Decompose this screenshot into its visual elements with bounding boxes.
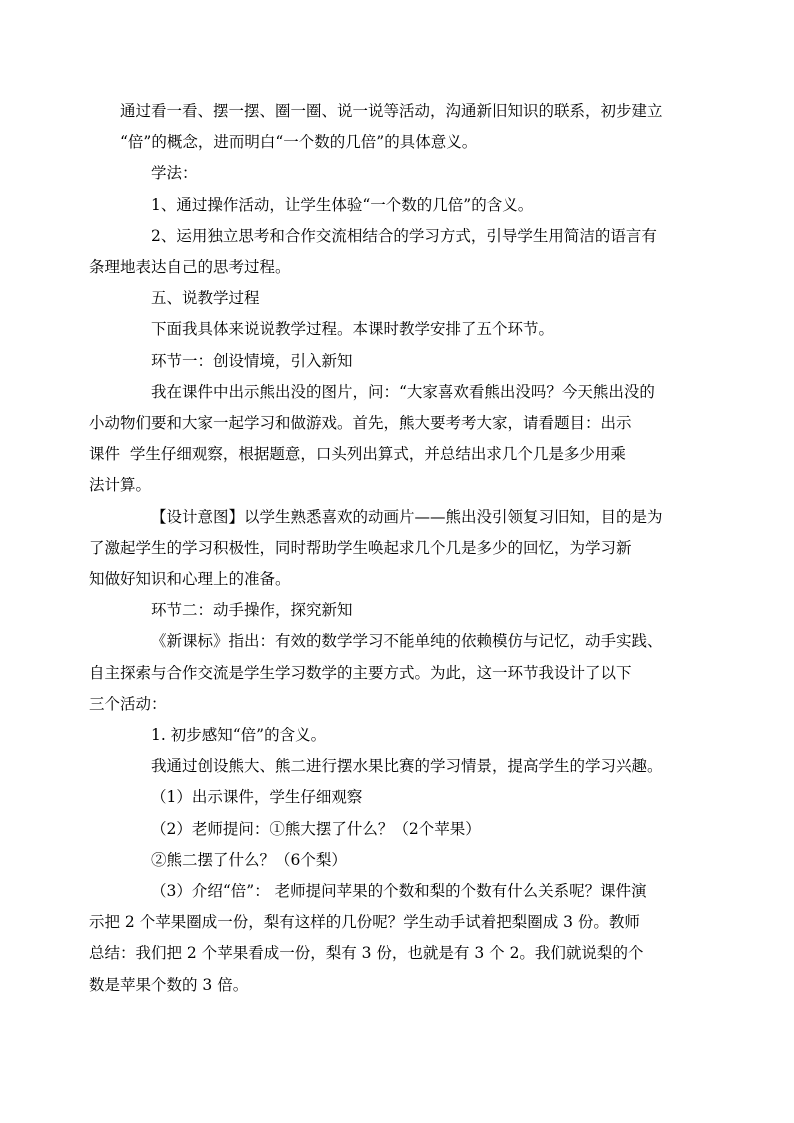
text-line: 法计算。 xyxy=(89,476,152,495)
text-line: 五、说教学过程 xyxy=(151,289,260,308)
text-line: （2）老师提问：①熊大摆了什么？（2个苹果） xyxy=(151,819,481,838)
text-line: 通过看一看、摆一摆、圈一圈、说一说等活动，沟通新旧知识的联系，初步建立 xyxy=(120,102,663,120)
text-line: 环节一：创设情境，引入新知 xyxy=(151,351,353,370)
text-line: 课件 学生仔细观察，根据题意，口头列出算式，并总结出求几个几是多少用乘 xyxy=(89,445,626,464)
text-line: 学法： xyxy=(151,164,198,183)
text-line: 知做好知识和心理上的准备。 xyxy=(89,570,291,589)
text-line: ②熊二摆了什么？（6个梨） xyxy=(151,850,347,869)
list-item xyxy=(120,814,680,845)
text-line: 【设计意图】以学生熟悉喜欢的动画片——熊出没引领复习旧知，目的是为 xyxy=(151,507,663,526)
text-line: 我通过创设熊大、熊二进行摆水果比赛的学习情景，提高学生的学习兴趣。 xyxy=(151,757,663,776)
text-line: 自主探索与合作交流是学生学习数学的主要方式。为此，这一环节我设计了以下 xyxy=(89,663,632,682)
paragraph xyxy=(120,96,680,158)
text-line: 条理地表达自己的思考过程。 xyxy=(89,258,291,277)
paragraph xyxy=(89,876,680,1001)
text-line: 1、通过操作活动，让学生体验“一个数的几倍”的含义。 xyxy=(151,195,534,214)
paragraph xyxy=(120,314,680,345)
text-line: （1）出示课件，学生仔细观察 xyxy=(151,788,363,807)
text-line: 了激起学生的学习积极性，同时帮助学生唤起求几个几是多少的回忆，为学习新 xyxy=(89,538,632,557)
text-line: 环节二：动手操作，探究新知 xyxy=(151,601,353,620)
text-line: 下面我具体来说说教学过程。本课时教学安排了五个环节。 xyxy=(151,320,555,339)
text-line: 数是苹果个数的 3 倍。 xyxy=(89,975,249,994)
paragraph xyxy=(89,626,680,720)
list-item xyxy=(89,221,680,283)
text-line: 三个活动： xyxy=(89,694,167,713)
text-line: 1. 初步感知“倍”的含义。 xyxy=(151,726,327,745)
step-heading xyxy=(120,346,680,377)
list-item xyxy=(120,782,680,813)
document-page xyxy=(89,96,680,1001)
step-heading xyxy=(120,595,680,626)
text-line: 小动物们要和大家一起学习和做游戏。首先，熊大要考考大家，请看题目：出示 xyxy=(89,414,632,433)
design-intent-paragraph xyxy=(89,502,680,596)
list-item xyxy=(120,845,680,876)
list-item xyxy=(120,190,680,221)
text-line: 《新课标》指出：有效的数学学习不能单纯的依赖模仿与记忆，动手实践、 xyxy=(151,632,663,651)
text-line: （3）介绍“倍”： 老师提问苹果的个数和梨的个数有什么关系呢？课件演 xyxy=(151,882,647,901)
list-item xyxy=(120,720,680,751)
paragraph xyxy=(89,377,680,502)
heading-learning-method xyxy=(120,158,680,189)
text-line: 总结：我们把 2 个苹果看成一份，梨有 3 份，也就是有 3 个 2。我们就说梨的个 xyxy=(89,944,644,963)
section-heading xyxy=(120,283,680,314)
text-line: 我在课件中出示熊出没的图片，问：“大家喜欢看熊出没吗？今天熊出没的 xyxy=(151,382,655,401)
text-line: 2、运用独立思考和合作交流相结合的学习方式，引导学生用简洁的语言有 xyxy=(151,226,657,245)
text-line: 示把 2 个苹果圈成一份，梨有这样的几份呢？学生动手试着把梨圈成 3 份。教师 xyxy=(89,913,640,932)
paragraph xyxy=(120,751,680,782)
text-line: “倍”的概念，进而明白“一个数的几倍”的具体意义。 xyxy=(120,133,478,152)
